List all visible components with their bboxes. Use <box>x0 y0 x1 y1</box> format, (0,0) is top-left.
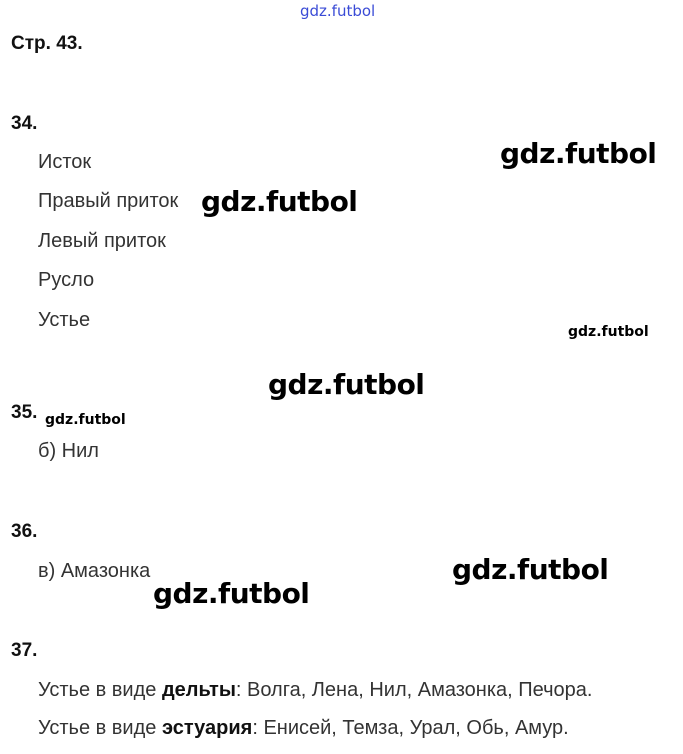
q37-line2-prefix: Устье в виде <box>38 717 162 739</box>
watermark-big-2: gdz.futbol <box>201 185 358 218</box>
watermark-small-2: gdz.futbol <box>45 412 126 428</box>
question-35-number: 35. <box>11 402 38 423</box>
q37-term-delta: дельты <box>161 679 236 701</box>
q37-term-estuary: эстуария <box>161 717 253 739</box>
q34-item-source: Исток <box>38 151 92 173</box>
q37-line-estuary <box>38 717 569 740</box>
q34-item-mouth: Устье <box>38 309 91 331</box>
watermark-big-4: gdz.futbol <box>452 553 609 586</box>
q37-line1-prefix: Устье в виде <box>38 679 162 701</box>
q34-item-right-tributary: Правый приток <box>38 190 179 212</box>
q37-line-delta <box>38 679 592 702</box>
q34-item-left-tributary: Левый приток <box>38 230 166 252</box>
watermark-top: gdz.futbol <box>300 2 376 20</box>
q34-item-riverbed: Русло <box>38 269 95 291</box>
page-label: Стр. 43. <box>11 33 83 54</box>
q35-answer: б) Нил <box>38 440 99 462</box>
question-37-number: 37. <box>11 640 38 661</box>
q37-line1-rivers: : Волга, Лена, Нил, Амазонка, Печора. <box>235 679 593 701</box>
question-34-number: 34. <box>11 113 38 134</box>
q37-line2-rivers: : Енисей, Темза, Урал, Обь, Амур. <box>252 717 569 739</box>
watermark-big-3: gdz.futbol <box>268 368 425 401</box>
watermark-small-1: gdz.futbol <box>568 324 649 340</box>
q36-answer: в) Амазонка <box>38 560 151 582</box>
watermark-big-1: gdz.futbol <box>500 137 657 170</box>
question-36-number: 36. <box>11 521 38 542</box>
watermark-big-5: gdz.futbol <box>153 577 310 610</box>
